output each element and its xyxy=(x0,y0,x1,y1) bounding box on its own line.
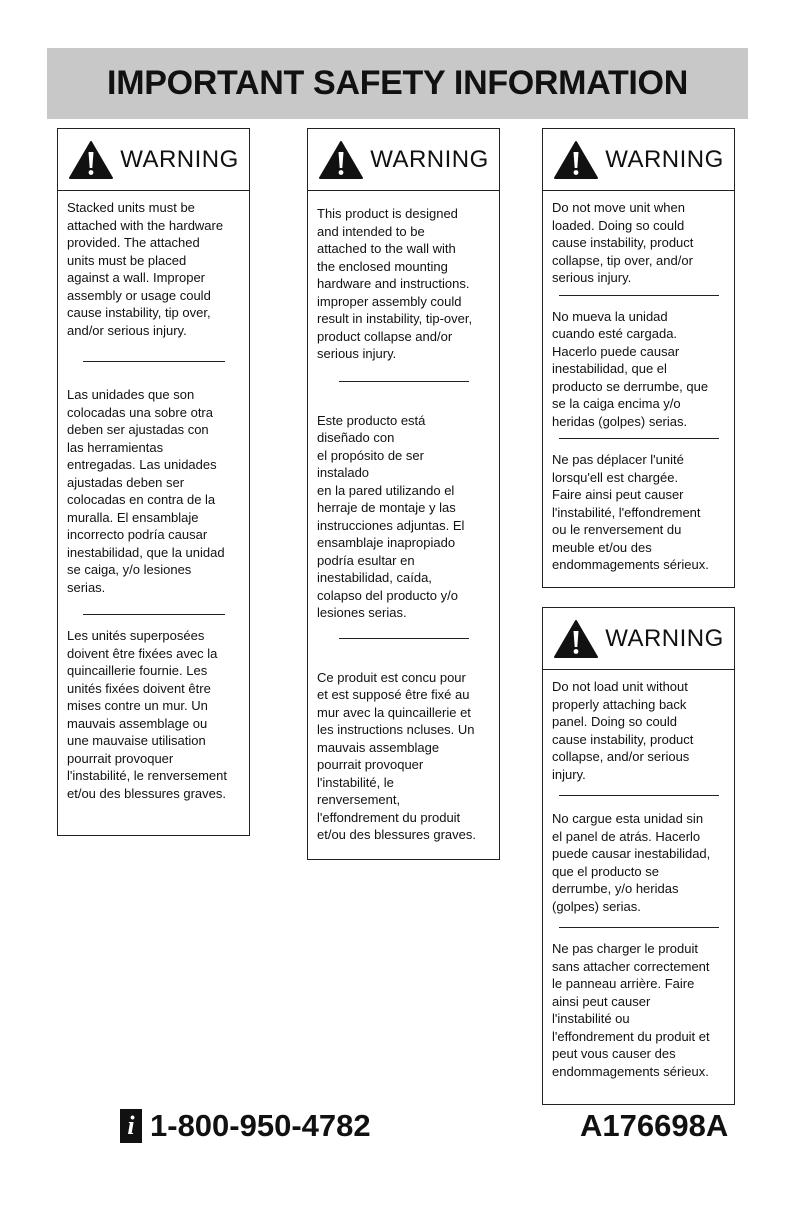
warning-triangle-icon xyxy=(318,140,364,180)
warning-header xyxy=(543,129,734,191)
warning-panel-stacked-units xyxy=(57,128,250,836)
warning-panel-wall-mounting xyxy=(307,128,500,860)
warning-heading: WARNING xyxy=(370,145,489,173)
warning-text-spanish: Este producto está diseñado con el propósito de ser instalado en la pared utilizando el herraje de montaje y las instrucciones adjuntas. El ensamblaje inapropiado podría esultar en inestabilidad, caída, colapso del producto y/o lesiones serias. xyxy=(317,412,465,620)
warning-heading: WARNING xyxy=(120,145,239,173)
divider xyxy=(83,614,225,615)
warning-heading: WARNING xyxy=(605,145,724,173)
warning-header xyxy=(58,129,249,191)
warning-text-spanish: Las unidades que son colocadas una sobre otra deben ser ajustadas con las herramientas entregadas. Las unidades ajustadas deben ser colocadas en contra de la muralla. El ensamblaje incorrecto podría causar inestabilidad, que la unidad se caiga, y/o lesiones serias. xyxy=(67,387,225,595)
phone-number: 1-800-950-4782 xyxy=(150,1108,371,1143)
warning-panel-back-panel xyxy=(542,607,735,1105)
divider xyxy=(339,381,469,382)
page-title: IMPORTANT SAFETY INFORMATION xyxy=(107,64,688,102)
warning-text-french: Ne pas déplacer l'unité lorsqu'ell est chargée. Faire ainsi peut causer l'instabilité, l'effondrement ou le renversement du meuble et/ou des endommagements sérieux. xyxy=(552,452,709,572)
warning-header xyxy=(543,608,734,670)
divider xyxy=(559,295,719,296)
warning-text-french: Ne pas charger le produit sans attacher correctement le panneau arrière. Faire ainsi peut causer l'instabilité ou l'effondrement du produit et peut vous causer des endommagements sérieux. xyxy=(552,941,710,1079)
warning-header xyxy=(308,129,499,191)
warning-text-english: Do not load unit without properly attaching back panel. Doing so could cause instability, product collapse, and/or serious injury. xyxy=(552,679,694,782)
warning-text-spanish: No mueva la unidad cuando esté cargada. Hacerlo puede causar inestabilidad, que el producto se derrumbe, que se la caiga encima y/o heridas (golpes) serias. xyxy=(552,308,709,429)
divider xyxy=(559,927,719,928)
warning-text-french: Ce produit est concu pour et est supposé être fixé au mur avec la quincaillerie et les instructions ncluses. Un mauvais assemblage pourrait provoquer l'instabilité, le renversement, l'effondrement du produit et/ou des blessures graves. xyxy=(317,669,476,842)
divider xyxy=(339,638,469,639)
warning-text-spanish: No cargue esta unidad sin el panel de atrás. Hacerlo puede causar inestabilidad, que el producto se derrumbe, y/o heridas (golpes) serias. xyxy=(552,811,711,914)
phone-contact xyxy=(120,1108,371,1144)
warning-text-english: Stacked units must be attached with the hardware provided. The attached units must be placed against a wall. Improper assembly or usage could cause instability, tip over, and/or serious injury. xyxy=(67,200,224,338)
info-icon: i xyxy=(120,1109,142,1143)
warning-triangle-icon xyxy=(553,140,599,180)
divider xyxy=(83,361,225,362)
warning-text-english: This product is designed and intended to be attached to the wall with the enclosed mounting hardware and instructions. improper assembly could result in instability, tip-over, product collapse and/or serious injury. xyxy=(317,206,473,361)
divider xyxy=(559,795,719,796)
warning-heading: WARNING xyxy=(605,624,724,652)
warning-text-french: Les unités superposées doivent être fixées avec la quincaillerie fournie. Les unités fixées doivent être mises contre un mur. Un mauvais assemblage ou une mauvaise utilisation pourrait provoquer l'instabilité, le renversement et/ou des blessures graves. xyxy=(67,628,227,801)
warning-text-english: Do not move unit when loaded. Doing so could cause instability, product collapse, tip over, and/or serious injury. xyxy=(552,200,694,285)
divider xyxy=(559,438,719,439)
warning-triangle-icon xyxy=(68,140,114,180)
title-banner xyxy=(47,48,748,119)
part-number: A176698A xyxy=(580,1108,729,1143)
warning-triangle-icon xyxy=(553,619,599,659)
warning-panel-do-not-move xyxy=(542,128,735,588)
